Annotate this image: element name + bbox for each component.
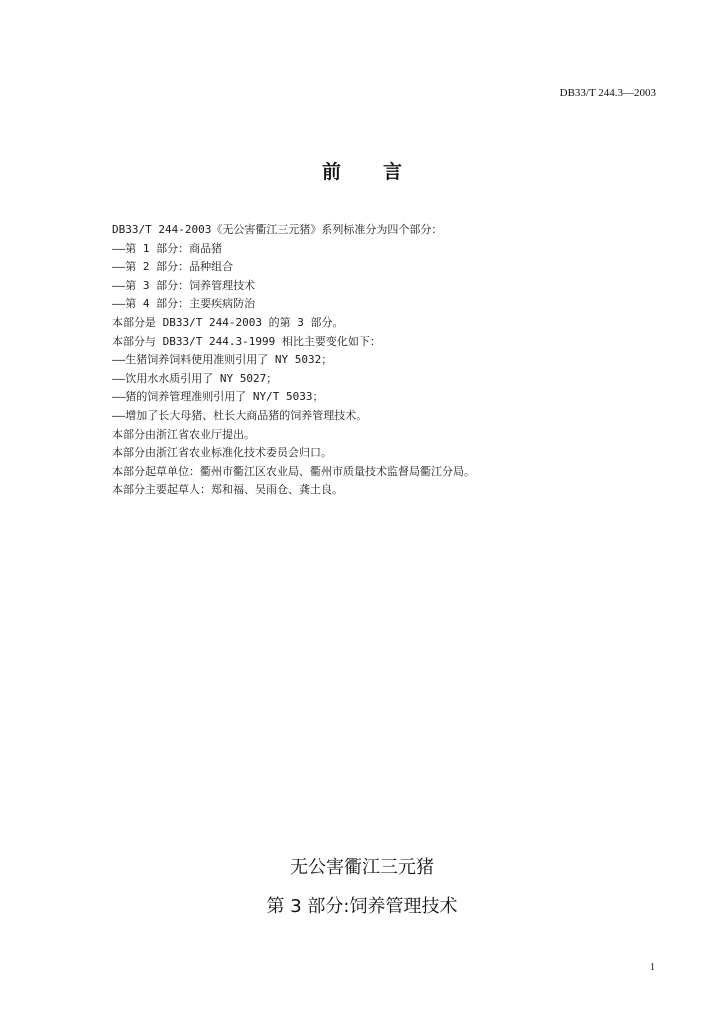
preface-line: ——增加了长大母猪、杜长大商品猪的饲养管理技术。 xyxy=(112,408,368,422)
preface-heading-char-1: 前 xyxy=(321,161,341,183)
standard-code: DB33/T 244.3—2003 xyxy=(559,87,656,99)
preface-body xyxy=(112,221,672,500)
standard-sub-title: 第 3 部分:饲养管理技术 xyxy=(266,896,458,917)
preface-line: ——第 2 部分：品种组合 xyxy=(112,260,234,274)
preface-line: ——第 1 部分：商品猪 xyxy=(112,241,223,255)
preface-heading-char-2: 言 xyxy=(383,161,403,183)
standard-main-title: 无公害衢江三元猪 xyxy=(290,857,434,878)
preface-line: 本部分与 DB33/T 244.3-1999 相比主要变化如下： xyxy=(112,334,381,348)
preface-line: 本部分起草单位：衢州市衢江区农业局、衢州市质量技术监督局衢江分局。 xyxy=(112,464,475,478)
preface-line: 本部分由浙江省农业标准化技术委员会归口。 xyxy=(112,446,332,460)
preface-line: ——猪的饲养管理准则引用了 NY/T 5033； xyxy=(112,390,324,404)
preface-line: ——第 3 部分：饲养管理技术 xyxy=(112,278,256,292)
preface-line: DB33/T 244-2003《无公害衢江三元猪》系列标准分为四个部分： xyxy=(112,223,443,236)
preface-line: ——生猪饲养饲料使用准则引用了 NY 5032； xyxy=(112,353,333,367)
preface-line: ——饮用水水质引用了 NY 5027； xyxy=(112,371,278,385)
preface-line: ——第 4 部分：主要疾病防治 xyxy=(112,297,256,311)
preface-line: 本部分是 DB33/T 244-2003 的第 3 部分。 xyxy=(112,315,344,329)
preface-line: 本部分主要起草人：郑和福、吴雨仓、龚土良。 xyxy=(112,483,343,497)
preface-line: 本部分由浙江省农业厅提出。 xyxy=(112,427,255,441)
page-number: 1 xyxy=(650,962,655,973)
preface-heading xyxy=(0,157,724,184)
